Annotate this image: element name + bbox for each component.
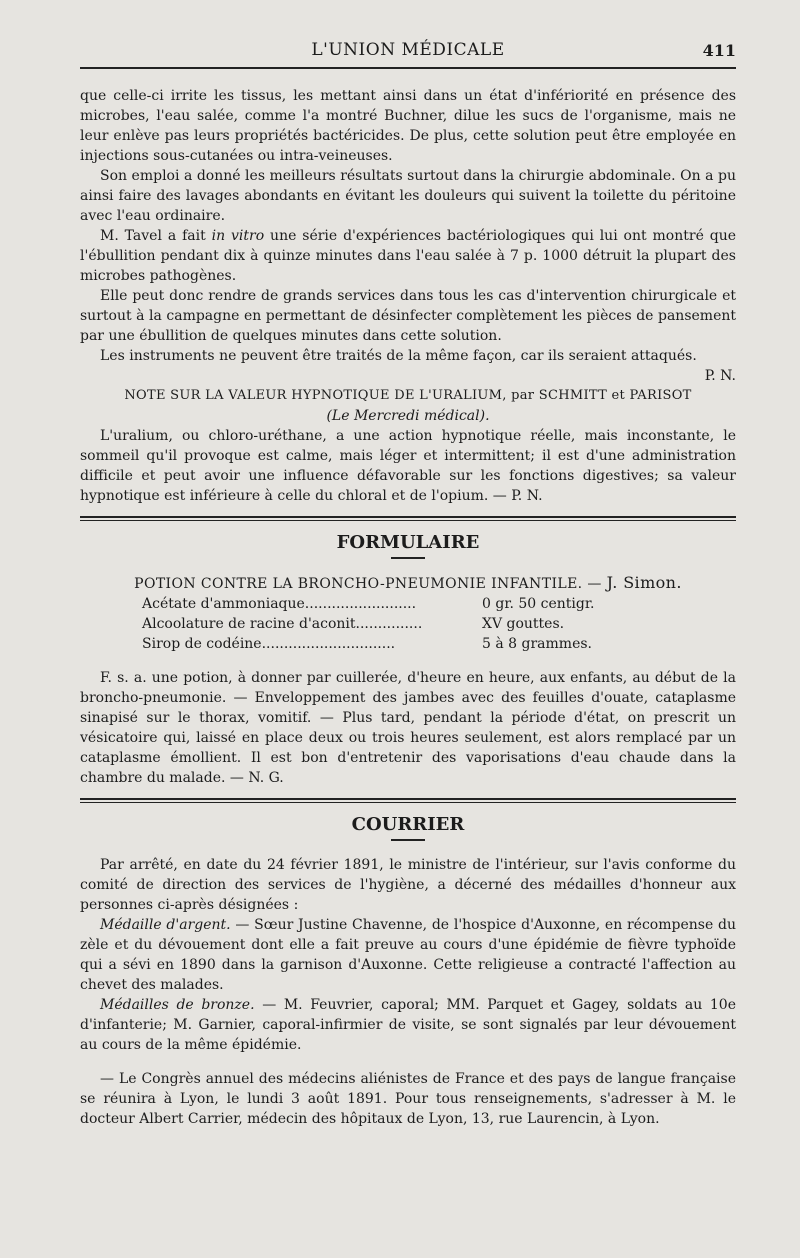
recipe-table	[142, 594, 652, 654]
paragraph: Par arrêté, en date du 24 février 1891, le ministre de l'intérieur, sur l'avis conforme du comité de direction des services de l'hygiène, a décerné des médailles d'honneur aux personnes ci-après désignées :	[80, 857, 736, 913]
paragraph: — Le Congrès annuel des médecins aliénistes de France et des pays de langue française se réunira à Lyon, le lundi 3 août 1891. Pour tous renseignements, s'adresser à M. le docteur Albert Carrier, médecin des hôpitaux de Lyon, 13, rue Laurencin, à Lyon.	[80, 1071, 736, 1127]
section-heading-courrier: COURRIER	[351, 814, 465, 835]
note-source: (Le Mercredi médical).	[326, 408, 490, 424]
paragraph: F. s. a. une potion, à donner par cuillerée, d'heure en heure, aux enfants, au début de la broncho-pneumonie. — Enveloppement des jambes avec des feuilles d'ouate, cataplasme sinapisé sur le thorax, vomitif. — Plus tard, pendant la période d'état, on prescrit un vésicatoire qui, laissé en place deux ou trois heures seulement, est alors remplacé par un cataplasme émollient. Il est bon d'entretenir des vaporisations d'eau chaude dans la chambre du malade. — N. G.	[80, 670, 736, 786]
recipe-row: Alcoolature de racine d'aconit............... XV gouttes.	[142, 616, 565, 632]
heading-rule	[391, 557, 425, 559]
section-divider	[80, 516, 736, 521]
paragraph: Elle peut donc rendre de grands services dans tous les cas d'intervention chirurgicale et surtout à la campagne en permettant de désinfecter complètement les pièces de pansement par une ébullition de quelques minutes dans cette solution.	[80, 288, 736, 344]
signature: P. N.	[704, 368, 736, 384]
page-body	[80, 86, 736, 1129]
paragraph: Son emploi a donné les meilleurs résultats surtout dans la chirurgie abdominale. On a pu ainsi faire des lavages abondants en évitant les douleurs qui suivent la toilette du péritoine avec l'eau ordinaire.	[80, 168, 736, 224]
paragraph: Les instruments ne peuvent être traités de la même façon, car ils seraient attaqués.	[100, 348, 697, 364]
journal-title: L'UNION MÉDICALE	[311, 40, 505, 60]
heading-rule	[391, 839, 425, 841]
paragraph: M. Tavel a fait in vitro une série d'expériences bactériologiques qui lui ont montré que l'ébullition pendant dix à quinze minutes dans l'eau salée à 7 p. 1000 détruit la plupart des microbes pathogènes.	[80, 228, 737, 284]
section-divider	[80, 798, 736, 803]
spacer	[80, 654, 736, 668]
paragraph: L'uralium, ou chloro-uréthane, a une action hypnotique réelle, mais inconstante, le sommeil qu'il provoque est calme, mais léger et intermittent; il est d'une administration difficile et peut avoir une influence défavorable sur les fonctions digestives; sa valeur hypnotique est inférieure à celle du chloral et de l'opium. — P. N.	[80, 428, 736, 504]
note-heading: NOTE SUR LA VALEUR HYPNOTIQUE DE L'URALIUM, par SCHMITT et PARISOT	[124, 388, 692, 403]
formula-title: POTION CONTRE LA BRONCHO-PNEUMONIE INFANTILE. — J. Simon.	[134, 573, 682, 592]
section-heading-formulaire: FORMULAIRE	[336, 532, 480, 553]
page-number: 411	[702, 41, 736, 60]
paragraph: Médaille d'argent. — Sœur Justine Chavenne, de l'hospice d'Auxonne, en récompense du zèle et du dévouement dont elle a fait preuve au cours d'une épidémie de fièvre typhoïde qui a sévi en 1890 dans la garnison d'Auxonne. Cette religieuse a contracté l'affection au chevet des malades.	[80, 917, 736, 993]
running-header	[80, 40, 736, 70]
paragraph: que celle-ci irrite les tissus, les mettant ainsi dans un état d'infériorité en présence des microbes, l'eau salée, comme l'a montré Buchner, dilue les sucs de l'organisme, mais ne leur enlève pas leurs propriétés bactéricides. De plus, cette solution peut être employée en injections sous-cutanées ou intra-veineuses.	[80, 88, 736, 164]
paragraph: Médailles de bronze. — M. Feuvrier, caporal; MM. Parquet et Gagey, soldats au 10e d'infanterie; M. Garnier, caporal-infirmier de visite, se sont signalés par leur dévouement au cours de la même épidémie.	[80, 997, 737, 1053]
recipe-row: Sirop de codéine.............................. 5 à 8 grammes.	[142, 636, 592, 652]
recipe-row: Acétate d'ammoniaque......................... 0 gr. 50 centigr.	[142, 596, 595, 612]
spacer	[80, 1055, 736, 1069]
header-rule	[80, 67, 736, 69]
